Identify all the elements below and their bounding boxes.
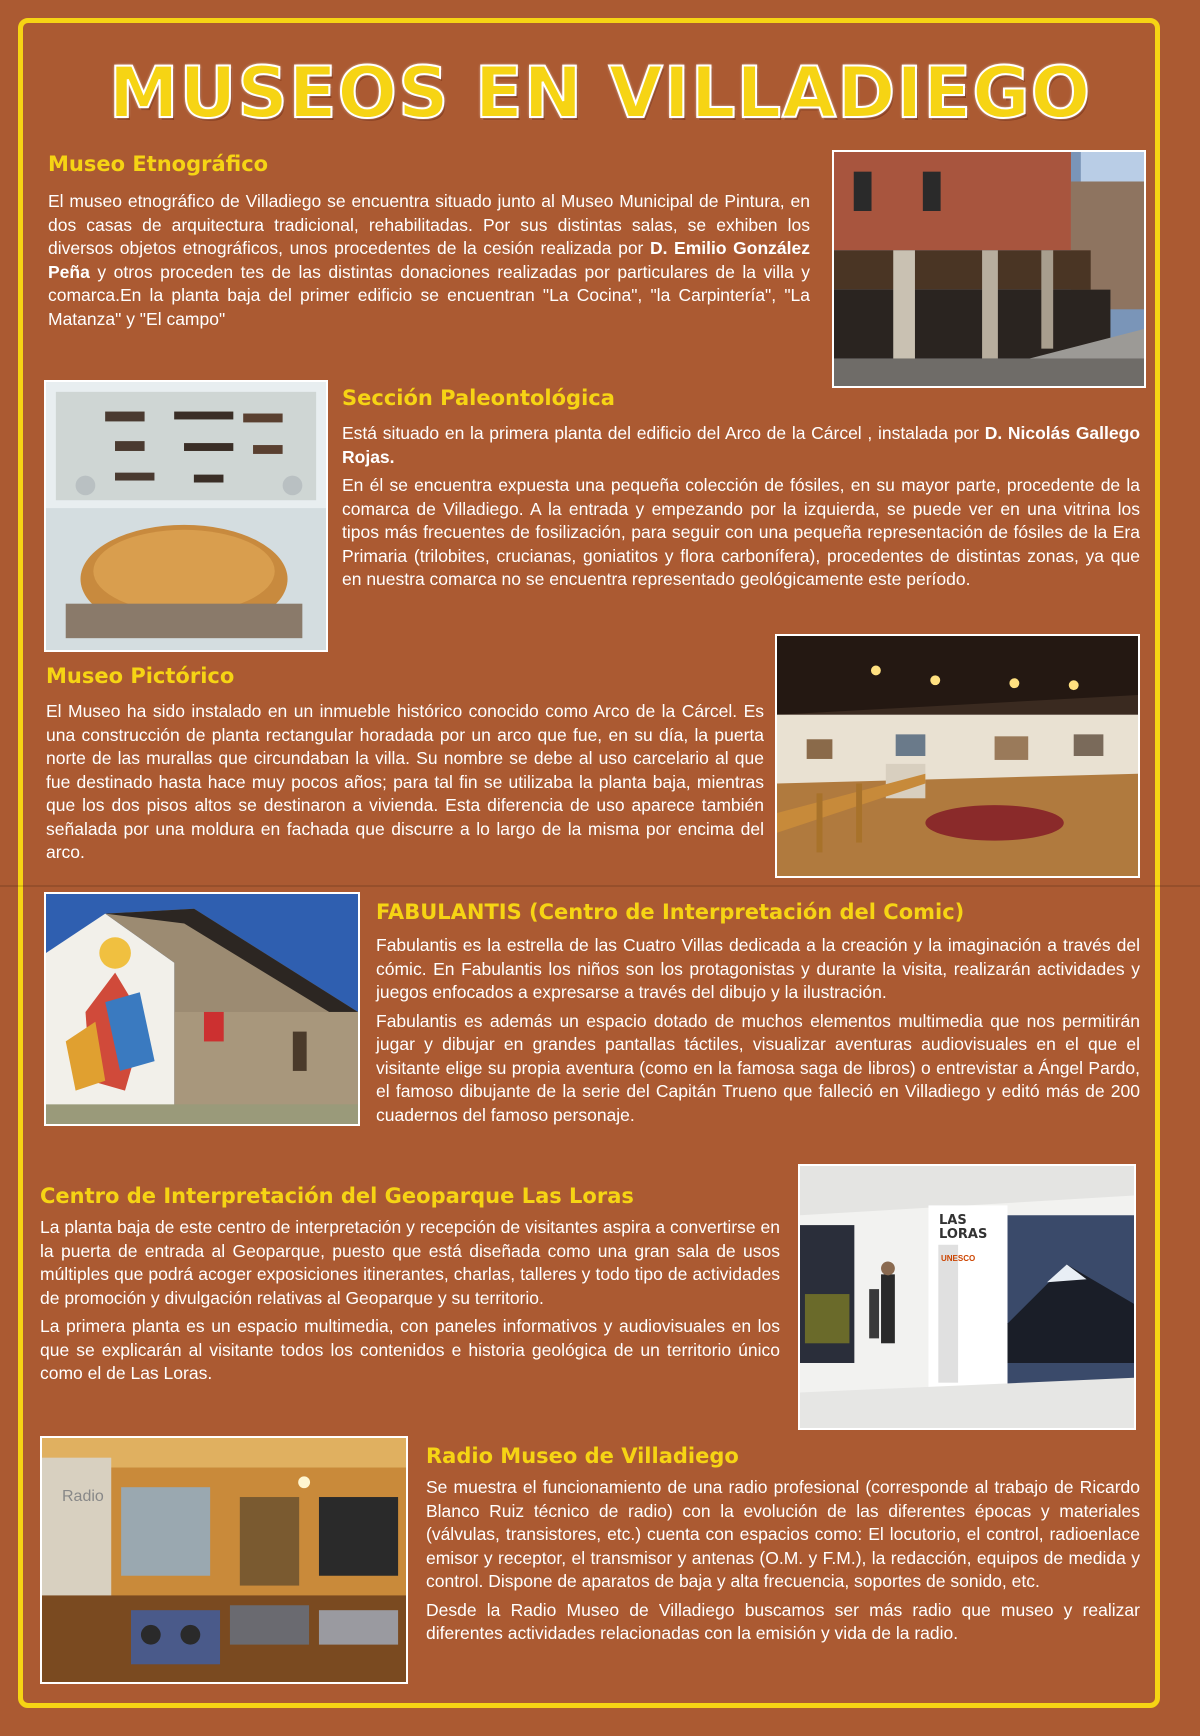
heading-pictorico: Museo Pictórico bbox=[46, 664, 235, 688]
banner-unesco: UNESCO bbox=[941, 1254, 976, 1263]
photo-geoparque-room bbox=[798, 1164, 1136, 1430]
text-paleontologica: Está situado en la primera planta del edificio del Arco de la Cárcel , instalada por D. Nicolás Gallego Rojas. En él se encuentra expuesta una pequeña colección de fósiles, en su mayor parte, procedente de la comarca de Villadiego. A la entrada y empezando por la izquierda, se puede ver en una vitrina los tipos más frecuentes de fosilización, para seguir con una pequeña representación de fósiles de la Era Primaria (trilobites, crucianas, goniatitos y flora carbonífera), procedentes de distintas zonas, ya que en nuestra comarca no se encuentra representado geológicamente este período. bbox=[342, 423, 1141, 589]
text-pictorico: El Museo ha sido instalado en un inmueble histórico conocido como Arco de la Cárcel. Es una construcción de planta rectangular horadada por un arco que fue, en su día, la puerta norte de las murallas que circundaban la villa. Su nombre se debe al uso carcelario al que fue destinado hasta hace muy pocos años; para tal fin se utilizaba la planta baja, mientras que los dos pisos altos se destinaron a vivienda. Esta diferencia de uso aparece también señalada por una moldura en fachada que discurre a lo largo de la misma por encima del arco. bbox=[46, 701, 764, 862]
fold-line bbox=[0, 885, 1200, 887]
text-fabulantis: Fabulantis es la estrella de las Cuatro Villas dedicada a la creación y la imaginación a través del cómic. En Fabulantis los niños son los protagonistas y durante la visita, realizarán actividades y juegos enfocados a expresarse a través del dibujo y la ilustración. Fabulantis es además un espacio dotado de muchos elementos multimedia que nos permitirán jugar y dibujar en grandes pantallas táctiles, visualizar aventuras audiovisuales en el que el visitante elige su propia aventura (como en la famosa saga de libros) o entrevistar a Ángel Pardo, el famoso dibujante de la serie del Capitán Trueno que falleció en Villadiego y editó más de 200 cuadernos del famoso personaje. bbox=[376, 935, 1140, 1125]
text-radio: Se muestra el funcionamiento de una radio profesional (corresponde al trabajo de Ricardo Blanco Ruiz técnico de radio) con la evolución de las diferentes épocas y materiales (válvulas, transistores, etc.) cuenta con espacios como: El locutorio, el control, radioenlace emisor y receptor, el transmisor y antenas (O.M. y F.M.), la redacción, equipos de medida y control. Dispone de aparatos de baja y alta frecuencia, soportes de sonido, etc. Desde la Radio Museo de Villadiego buscamos ser más radio que museo y realizar diferentes actividades relacionadas con la emisión y vida de la radio. bbox=[426, 1477, 1140, 1643]
text-geoparque: La planta baja de este centro de interpretación y recepción de visitantes aspira a convertirse en la puerta de entrada al Geoparque, puesto que está diseñada como una gran sala de usos múltiples que podrá acoger exposiciones itinerantes, charlas, talleres y todo tipo de actividades de promoción y divulgación relativas al Geoparque y su territorio. La primera planta es un espacio multimedia, con paneles informativos y audiovisuales en los que se explicarán al visitante todos los contenidos e historia geológica de un territorio único como el de Las Loras. bbox=[40, 1217, 780, 1383]
heading-etnografico: Museo Etnográfico bbox=[48, 152, 269, 176]
heading-fabulantis: FABULANTIS (Centro de Interpretación del Comic) bbox=[376, 900, 965, 924]
text-etnografico: El museo etnográfico de Villadiego se encuentra situado junto al Museo Municipal de Pintura, en dos casas de arquitectura tradicional, rehabilitadas. Por sus distintas salas, se exhiben los diversos objetos etnográficos, unos procedentes de la cesión realizada por D. Emilio González Peña y otros proceden tes de las distintas donaciones realizadas por particulares de la villa y comarca.En la planta baja del primer edificio se encuentran "La Cocina", "la Carpintería", "La Matanza" y "El campo" bbox=[48, 191, 810, 329]
photo-fossils bbox=[44, 380, 328, 652]
heading-radio: Radio Museo de Villadiego bbox=[426, 1444, 739, 1468]
photo-painting-hall bbox=[775, 634, 1140, 878]
heading-geoparque: Centro de Interpretación del Geoparque Las Loras bbox=[40, 1184, 634, 1208]
heading-paleontologica: Sección Paleontológica bbox=[342, 386, 615, 410]
page-title: MUSEOS EN VILLADIEGO bbox=[108, 52, 1092, 134]
photo-fabulantis-building bbox=[44, 892, 360, 1126]
banner-las-loras: LAS LORAS bbox=[939, 1213, 988, 1242]
photo-radio-studio bbox=[40, 1436, 408, 1684]
radio-sign: Radio bbox=[62, 1488, 104, 1505]
photo-arcaded-street bbox=[832, 150, 1146, 388]
